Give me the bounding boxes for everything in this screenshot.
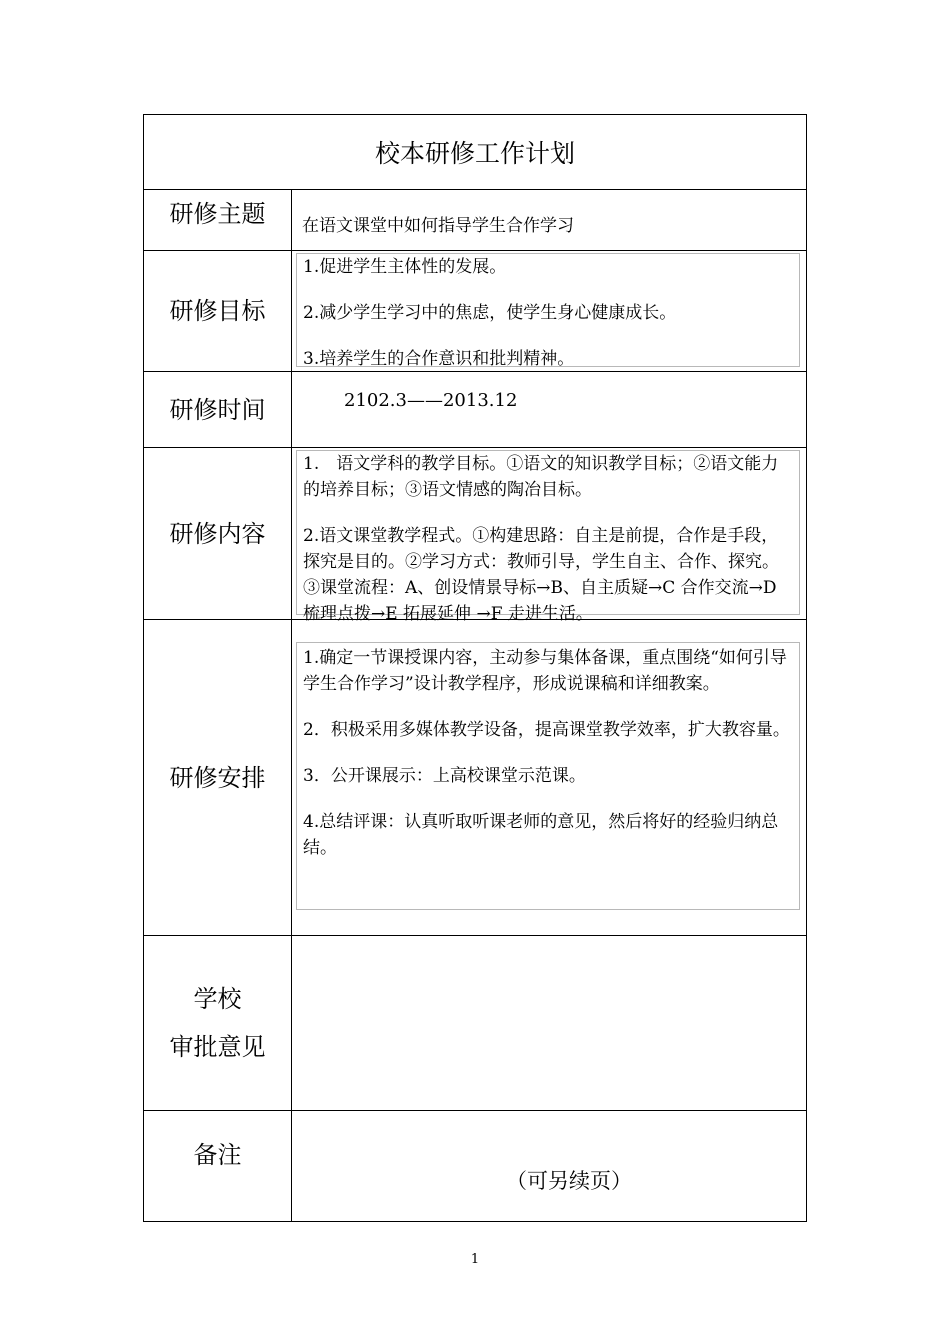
content-cell — [292, 448, 807, 624]
title-row — [144, 115, 807, 190]
content-item: 2.语文课堂教学程式。①构建思路：自主是前提，合作是手段，探究是目的。②学习方式：教师引导，学生自主、合作、探究。③课堂流程：A、创设情景导标→B、自主质疑→C 合作交流→D 梳理点拨→E 拓展延伸 →F 走进生活。 — [303, 526, 779, 624]
content-box — [296, 450, 800, 624]
approval-label-line1: 学校 — [193, 985, 242, 1013]
approval-row — [144, 936, 807, 1111]
plan-table — [143, 114, 807, 1222]
approval-value — [292, 936, 807, 1111]
arrangement-box — [296, 642, 800, 910]
remarks-label-text: 备注 — [193, 1141, 242, 1169]
arrangement-item: 2．积极采用多媒体教学设备，提高课堂教学效率，扩大教容量。 — [303, 720, 790, 740]
time-cell — [292, 372, 807, 448]
arrangement-cell — [292, 620, 807, 936]
time-value: 2102.3——2013.12 — [344, 389, 518, 411]
goals-cell — [292, 251, 807, 372]
page-number: 1 — [470, 1252, 480, 1267]
approval-label-line2: 审批意见 — [169, 1033, 266, 1061]
theme-cell — [292, 190, 807, 251]
theme-label: 研修主题 — [144, 190, 292, 251]
time-label: 研修时间 — [144, 372, 292, 448]
theme-row — [144, 190, 807, 251]
remarks-row — [144, 1111, 807, 1222]
content-row — [144, 448, 807, 620]
remarks-note: （可另续页） — [506, 1169, 632, 1193]
arrangement-item: 1.确定一节课授课内容，主动参与集体备课，重点围绕“如何引导学生合作学习”设计教学程序，形成说课稿和详细教案。 — [303, 648, 787, 694]
goal-item: 1.促进学生主体性的发展。 — [303, 257, 507, 277]
time-row — [144, 372, 807, 448]
content-label: 研修内容 — [144, 448, 292, 620]
arrangement-item: 3．公开课展示：上高校课堂示范课。 — [303, 766, 586, 786]
remarks-cell — [292, 1111, 807, 1222]
goals-label: 研修目标 — [144, 251, 292, 372]
arrangement-label: 研修安排 — [144, 620, 292, 936]
goal-item: 3.培养学生的合作意识和批判精神。 — [303, 349, 575, 369]
approval-label — [144, 936, 292, 1111]
content-item: 1. 语文学科的教学目标。①语文的知识教学目标；②语文能力的培养目标；③语文情感的陶冶目标。 — [303, 454, 779, 500]
goal-item: 2.减少学生学习中的焦虑，使学生身心健康成长。 — [303, 303, 677, 323]
theme-value: 在语文课堂中如何指导学生合作学习 — [302, 216, 574, 236]
remarks-label — [144, 1111, 292, 1222]
goals-box — [296, 253, 800, 367]
plan-sheet — [143, 114, 806, 1222]
arrangement-row — [144, 620, 807, 936]
arrangement-item: 4.总结评课：认真听取听课老师的意见，然后将好的经验归纳总结。 — [303, 812, 779, 858]
goals-row — [144, 251, 807, 372]
document-title: 校本研修工作计划 — [144, 115, 807, 190]
